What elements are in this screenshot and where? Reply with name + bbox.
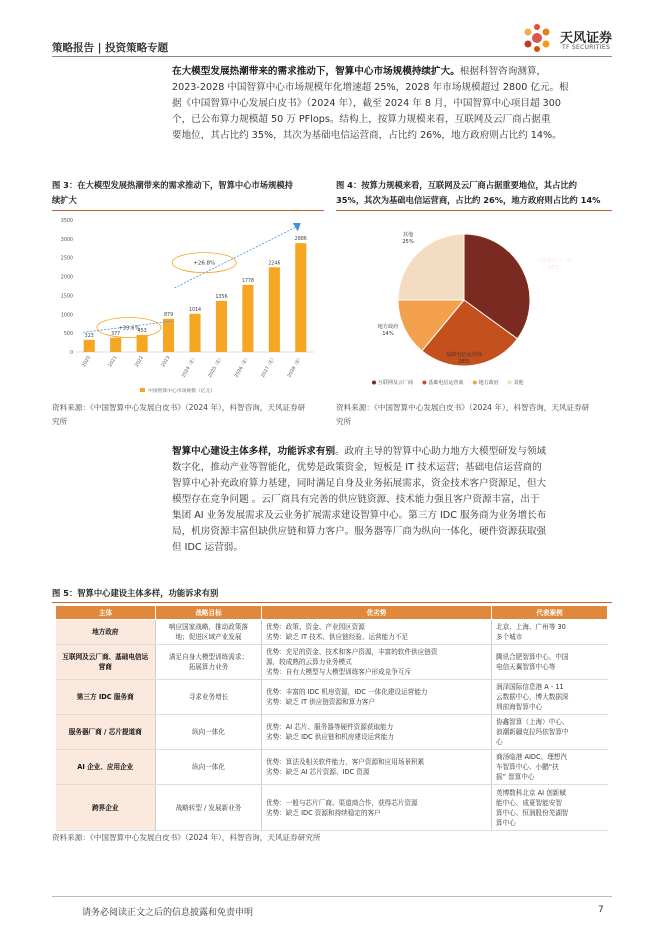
logo-text: 天风证券 — [560, 31, 613, 46]
cell-cases-line: 润泽国际信息港 A - 11 — [496, 683, 564, 691]
x-tick-label: 2026（E） — [234, 355, 251, 379]
bar-2028（E） — [295, 243, 306, 352]
legend-label: 基础电信运营商 — [428, 380, 464, 386]
bar-2024（E） — [189, 314, 200, 352]
pie-slice-pct: 26% — [458, 359, 470, 365]
figure3-title: 图 3：在大模型发展热潮带来的需求推动下，智算中心市场规模持 续扩大 — [52, 180, 293, 205]
legend-swatch — [422, 381, 426, 385]
cell-cases — [492, 620, 608, 645]
pie-slice-pct: 35% — [548, 265, 560, 271]
bar-2025（E） — [216, 301, 227, 352]
legend-swatch — [508, 381, 512, 385]
y-tick-label: 2000 — [60, 275, 73, 281]
cell-subject: 服务器厂商 / 芯片提道商 — [56, 715, 156, 750]
trend-arrowhead — [293, 223, 301, 231]
cell-cases — [492, 750, 608, 785]
paragraph-market-size: 在大模型发展热潮带来的需求推动下，智算中心市场规模持续扩大。根据科智咨询测算， 2023-2028 中国智算中心市场规模年化增速超 25%，2028 年市场规模超过 2800 亿元。根 据《中国智算中心发展白皮书》（2024 年），截至 2024 年 8 月，中国智算中心项目超 300 个，已公布算力规模超 50 万 PFlops。结构上，按算力规模来看，互联网及云厂商占据重 要地位，其占比约 35%，其次为基础电信运营商，占比约 26%，地方政府则占比约 14%。 — [172, 66, 569, 141]
cell-cases-line: 能中心、成夏智能安智 — [496, 798, 562, 807]
bar-value-label: 377 — [111, 331, 121, 337]
table-header-cases: 代表案例 — [492, 606, 608, 620]
legend-swatch — [372, 381, 376, 385]
cell-cases-line: 云数据中心，博大数据深 — [496, 693, 569, 701]
x-tick-label: 2024（E） — [181, 355, 198, 379]
table-row — [56, 680, 608, 715]
legend-label: 其他 — [513, 380, 524, 386]
x-tick-label: 2020 — [81, 355, 92, 369]
cell-pros-cons-line: 劣势：缺乏 AI 芯片资源、IDC 资源 — [266, 768, 370, 776]
cell-pros-cons-line: 劣势：缺乏 IT 供应链资源和算力客户 — [266, 698, 376, 706]
pie-slice-label: 其他 — [402, 232, 414, 238]
cell-goal-line: 寻求业务增长 — [188, 693, 229, 701]
cell-cases-line: 车智算中心、小鹏“扶 — [496, 763, 559, 771]
x-tick-label: 2023 — [161, 355, 172, 369]
pie-slice-label: 基础电信运营商 — [445, 352, 483, 358]
cell-goal — [156, 750, 262, 785]
pie-chart — [336, 212, 612, 398]
pie-slice-label: 互联网及云厂商 — [535, 258, 573, 264]
logo-icon — [518, 22, 556, 54]
x-tick-label: 2022 — [134, 355, 145, 369]
table-header-subject: 主体 — [56, 606, 156, 620]
cell-cases-line: 多个城市 — [496, 633, 523, 641]
cell-pros-cons — [262, 620, 492, 645]
bar-value-label: 2246 — [268, 261, 281, 267]
figure4-source: 资料来源：《中国智算中心发展白皮书》（2024 年），科智咨询，天风证券研 究所 — [336, 403, 590, 426]
cell-pros-cons-line: 劣势：自有大模型与大模型训练客户形成竞争互斥 — [266, 668, 412, 676]
bar-value-label: 1778 — [241, 278, 254, 284]
bar-2026（E） — [242, 285, 253, 352]
cell-goal-line: 地；促进区域产业发展 — [175, 633, 242, 641]
y-tick-label: 1000 — [60, 313, 73, 319]
cell-goal-line: 满足自身大模型训练需求； — [168, 653, 249, 661]
legend-label: 中国智算中心市场规模（亿元） — [148, 389, 216, 394]
figure4-title: 图 4：按算力规模来看，互联网及云厂商占据重要地位，其占比约 35%，其次为基础电信运营商，占比约 26%，地方政府则占比约 14% — [336, 180, 601, 205]
bar-2021 — [110, 338, 121, 352]
cell-cases — [492, 785, 608, 831]
logo-subtext: TF SECURITIES — [562, 44, 611, 51]
cell-pros-cons-line: 劣势：缺乏 IT 技术、供应链经验、运营能力不足 — [266, 633, 409, 641]
cell-subject: 第三方 IDC 服务商 — [56, 680, 156, 715]
cell-cases-line: 心 — [496, 738, 503, 746]
cell-cases-line: 浪潮新疆克拉玛依智算中 — [496, 728, 569, 736]
figure3-source: 资料来源：《中国智算中心发展白皮书》（2024 年），科智咨询，天风证券研 究所 — [52, 403, 306, 426]
cell-cases-line: 商汤临港 AIDC、理想汽 — [496, 753, 567, 761]
paragraph-bold: 在大模型发展热潮带来的需求推动下，智算中心市场规模持续扩大。 — [172, 66, 460, 77]
cell-goal-line: 战略转型 / 发展新业务 — [175, 803, 242, 812]
bar-2023 — [163, 319, 174, 352]
paragraph-builders: 智算中心建设主体多样，功能诉求有别。政府主导的智算中心助力地方大模型研发与领域 数字化，推动产业等智能化，优势是政策资金，短板是 IT 技术运营；基础电信运营商的 智算中心补充政府算力基建，同时满足自身及业务拓展需求，资金技术客户资源足，但大 模型存在竞争问题 。云厂商具有完善的供应链资源、技术能力强且客户资源丰富，出于 集团 AI 业务发展需求及云业务扩展需求建设智算中心。第三方 IDC 服务商为业务增长布 局，机房资源丰富但缺供应链和算力客户。服务器等厂商为纵向一体化，硬件资源获取强 但 IDC 运营弱。 — [172, 446, 547, 553]
trend-arrow-2 — [175, 226, 299, 288]
cell-cases-line: 北京、上海、广州等 30 — [496, 623, 566, 631]
cell-cases-line: 摇” 智算中心 — [496, 773, 535, 781]
figure5-table-wrap — [55, 605, 607, 831]
cell-pros-cons-line: 源，较成熟的云算力业务模式 — [266, 658, 352, 666]
bar-value-label: 2886 — [294, 237, 307, 243]
bar-value-label: 453 — [137, 328, 147, 334]
figure5-source: 资料来源：《中国智算中心发展白皮书》（2024 年），科智咨询，天风证券研究所 — [52, 833, 321, 842]
x-tick-label: 2027（E） — [260, 355, 278, 379]
pie-slice-pct: 14% — [382, 331, 394, 337]
cell-cases-line: 英博数科北京 AI 创新赋 — [496, 788, 566, 797]
footer-divider — [52, 896, 612, 897]
cell-pros-cons-line: 优势：政策、资金、产业园区资源 — [266, 623, 365, 631]
cell-pros-cons — [262, 750, 492, 785]
table-header-goal: 战略目标 — [156, 606, 262, 620]
y-tick-label: 2500 — [60, 256, 73, 262]
bar-2020 — [84, 340, 95, 352]
figure4-divider — [336, 210, 612, 211]
bar-value-label: 879 — [163, 312, 174, 318]
bar-value-label: 1356 — [215, 294, 228, 300]
cell-pros-cons — [262, 680, 492, 715]
cell-goal-line: 响应国家战略，推动政策落 — [168, 623, 249, 631]
header-title: 策略报告 | 投资策略专题 — [52, 42, 169, 54]
legend-label: 互联网及云厂商 — [378, 380, 414, 386]
cell-cases-line: 电信天翼智算中心等 — [496, 663, 556, 671]
table-row — [56, 620, 608, 645]
growth-annotation-2: +26.8% — [193, 260, 216, 267]
cell-goal — [156, 620, 262, 645]
footer-disclaimer: 请务必阅读正文之后的信息披露和免责申明 — [82, 908, 254, 918]
paragraph2-bold: 智算中心建设主体多样，功能诉求有别 — [172, 446, 336, 457]
table-row — [56, 715, 608, 750]
table-row — [56, 645, 608, 680]
cell-cases-line: 腾讯合肥智算中心、中国 — [496, 653, 569, 661]
cell-cases-line: 圳前海智算中心 — [496, 703, 543, 711]
cell-goal — [156, 785, 262, 831]
y-tick-label: 1500 — [60, 294, 73, 300]
table-header-pros-cons: 优劣势 — [262, 606, 492, 620]
cell-pros-cons-line: 优势：一般与芯片厂商、渠道商合作，获得芯片资源 — [266, 798, 418, 807]
cell-pros-cons-line: 优势：算法及相关软件能力，客户资源和应用场景积累 — [266, 758, 425, 766]
header-divider — [52, 56, 612, 57]
table-row — [56, 785, 608, 831]
cell-goal-line: 纵向一体化 — [192, 728, 225, 736]
figure5-divider — [52, 602, 612, 603]
table-header-row — [56, 606, 608, 620]
cell-cases — [492, 715, 608, 750]
cell-pros-cons-line: 优势：充足的资金、技术和客户资源，丰富的软件供应链资 — [266, 648, 438, 656]
cell-goal — [156, 715, 262, 750]
x-tick-label: 2021 — [108, 355, 119, 369]
cell-cases-line: 算中心、恒润股份芜湖智 — [496, 808, 569, 817]
y-tick-label: 3500 — [60, 219, 73, 224]
figure3-divider — [52, 210, 324, 211]
cell-pros-cons-line: 劣势：缺乏 IDC 供应链和机房建设运营能力 — [266, 733, 394, 741]
legend-swatch — [473, 381, 477, 385]
legend-label: 地方政府 — [478, 380, 499, 386]
cell-cases — [492, 645, 608, 680]
cell-subject: 地方政府 — [56, 620, 156, 645]
cell-subject: 互联网及云厂商、基础电信运营商 — [56, 645, 156, 680]
cell-pros-cons — [262, 645, 492, 680]
cell-pros-cons — [262, 715, 492, 750]
cell-cases — [492, 680, 608, 715]
cell-cases-line: 协鑫智算（上海）中心、 — [496, 718, 569, 726]
bar-value-label: 1014 — [188, 307, 202, 313]
figure5-table — [55, 605, 608, 831]
cell-pros-cons — [262, 785, 492, 831]
cell-subject: AI 企业、应用企业 — [56, 750, 156, 785]
pie-slice-label: 地方政府 — [377, 324, 399, 330]
growth-annotation-1: +39.6% — [118, 325, 140, 332]
y-tick-label: 0 — [69, 351, 73, 356]
figure5-title: 图 5：智算中心建设主体多样，功能诉求有别 — [52, 588, 219, 598]
x-tick-label: 2025（E） — [207, 355, 225, 379]
bar-2027（E） — [269, 267, 280, 352]
cell-goal-line: 纵向一体化 — [192, 763, 225, 771]
cell-pros-cons-line: 劣势：缺乏 IDC 资源和持续稳定的客户 — [266, 808, 381, 817]
table-row — [56, 750, 608, 785]
x-tick-label: 2028（E） — [287, 355, 304, 379]
cell-pros-cons-line: 优势：丰富的 IDC 机房资源，IDC 一体化建设运营能力 — [266, 688, 428, 696]
cell-goal — [156, 680, 262, 715]
cell-cases-line: 算中心 — [496, 818, 516, 827]
y-tick-label: 3000 — [60, 237, 73, 243]
y-tick-label: 500 — [63, 332, 73, 338]
legend-swatch — [140, 388, 145, 392]
cell-pros-cons-line: 优势：AI 芯片、服务器等硬件资源获取能力 — [266, 723, 394, 731]
cell-subject: 跨界企业 — [56, 785, 156, 831]
cell-goal — [156, 645, 262, 680]
bar-chart — [52, 212, 324, 398]
page-number: 7 — [598, 905, 604, 915]
pie-slice-pct: 25% — [402, 239, 414, 245]
cell-goal-line: 拓展算力业务 — [188, 663, 229, 671]
bar-value-label: 323 — [84, 333, 94, 339]
